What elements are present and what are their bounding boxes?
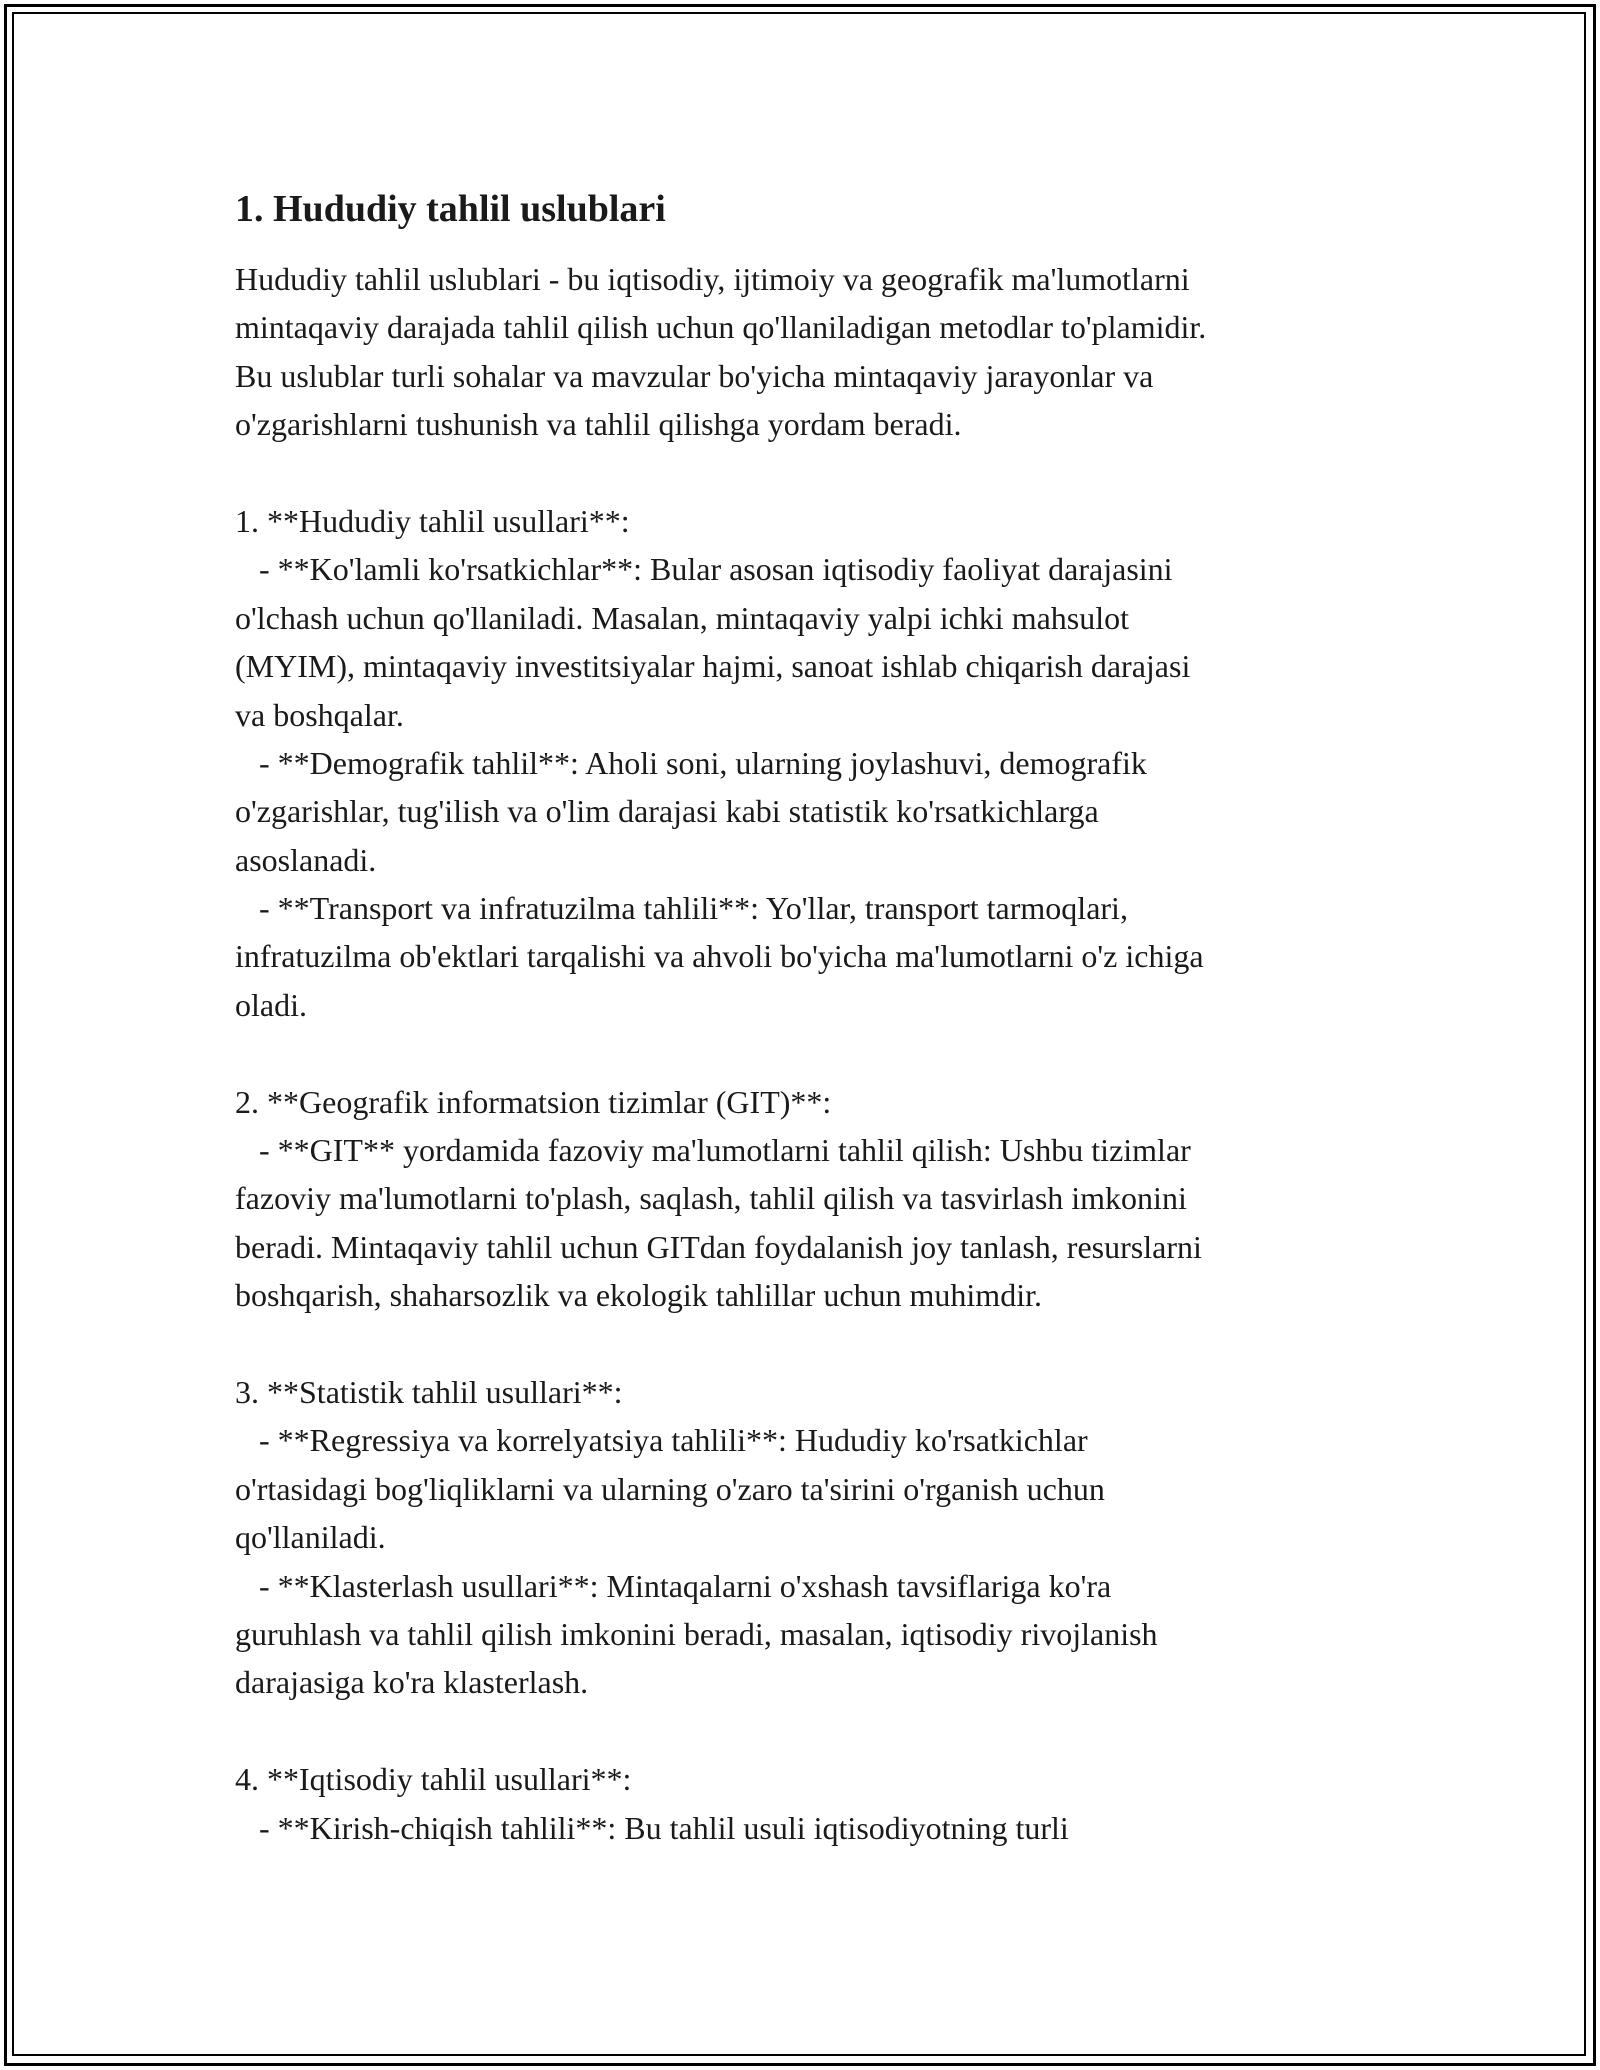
text-line: 2. **Geografik informatsion tizimlar (GIT)**: (235, 1083, 832, 1120)
text-line: o'rtasidagi bog'liqliklarni va ularning o'zaro ta'sirini o'rganish uchun (235, 1470, 1105, 1507)
blank-line (235, 1707, 1375, 1755)
text-line: - **Regressiya va korrelyatsiya tahlili**: Hududiy ko'rsatkichlar (235, 1422, 1088, 1459)
blank-line (235, 449, 1375, 497)
text-line: - **Transport va infratuzilma tahlili**: Yo'llar, transport tarmoqlari, (235, 890, 1128, 927)
text-line: 1. **Hududiy tahlil usullari**: (235, 502, 630, 539)
text-line: - **Ko'lamli ko'rsatkichlar**: Bular asosan iqtisodiy faoliyat darajasini (235, 551, 1173, 588)
text-line: - **GIT** yordamida fazoviy ma'lumotlarni tahlil qilish: Ushbu tizimlar (235, 1132, 1191, 1169)
text-line: va boshqalar. (235, 696, 404, 733)
text-line: asoslanadi. (235, 841, 377, 878)
text-line: 3. **Statistik tahlil usullari**: (235, 1373, 623, 1410)
text-line: o'zgarishlarni tushunish va tahlil qilishga yordam beradi. (235, 406, 962, 443)
text-line: qo'llaniladi. (235, 1519, 386, 1556)
document-body (235, 185, 1375, 1852)
text-line: 4. **Iqtisodiy tahlil usullari**: (235, 1761, 632, 1798)
blank-line (235, 1320, 1375, 1368)
text-line: - **Kirish-chiqish tahlili**: Bu tahlil usuli iqtisodiyotning turli (235, 1809, 1069, 1846)
text-line: fazoviy ma'lumotlarni to'plash, saqlash, tahlil qilish va tasvirlash imkonini (235, 1180, 1187, 1217)
text-line: o'zgarishlar, tug'ilish va o'lim darajasi kabi statistik ko'rsatkichlarga (235, 793, 1099, 830)
text-line: - **Klasterlash usullari**: Mintaqalarni o'xshash tavsiflariga ko'ra (235, 1567, 1112, 1604)
text-line: (MYIM), mintaqaviy investitsiyalar hajmi, sanoat ishlab chiqarish darajasi (235, 648, 1191, 685)
text-line: oladi. (235, 986, 307, 1023)
text-line: beradi. Mintaqaviy tahlil uchun GITdan foydalanish joy tanlash, resurslarni (235, 1228, 1202, 1265)
blank-line (235, 1029, 1375, 1077)
text-line: boshqarish, shaharsozlik va ekologik tahlillar uchun muhimdir. (235, 1277, 1042, 1314)
text-line: o'lchash uchun qo'llaniladi. Masalan, mintaqaviy yalpi ichki mahsulot (235, 599, 1130, 636)
text-line: infratuzilma ob'ektlari tarqalishi va ahvoli bo'yicha ma'lumotlarni o'z ichiga (235, 938, 1204, 975)
text-line: guruhlash va tahlil qilish imkonini beradi, masalan, iqtisodiy rivojlanish (235, 1615, 1158, 1652)
document-text (235, 255, 1375, 1852)
text-line: Bu uslublar turli sohalar va mavzular bo'yicha mintaqaviy jarayonlar va (235, 357, 1154, 394)
text-line: - **Demografik tahlil**: Aholi soni, ularning joylashuvi, demografik (235, 744, 1147, 781)
text-line: Hududiy tahlil uslublari - bu iqtisodiy, ijtimoiy va geografik ma'lumotlarni (235, 261, 1190, 297)
text-line: darajasiga ko'ra klasterlash. (235, 1664, 589, 1701)
document-title: 1. Hududiy tahlil uslublari (235, 188, 666, 230)
text-line: mintaqaviy darajada tahlil qilish uchun qo'llaniladigan metodlar to'plamidir. (235, 309, 1207, 346)
